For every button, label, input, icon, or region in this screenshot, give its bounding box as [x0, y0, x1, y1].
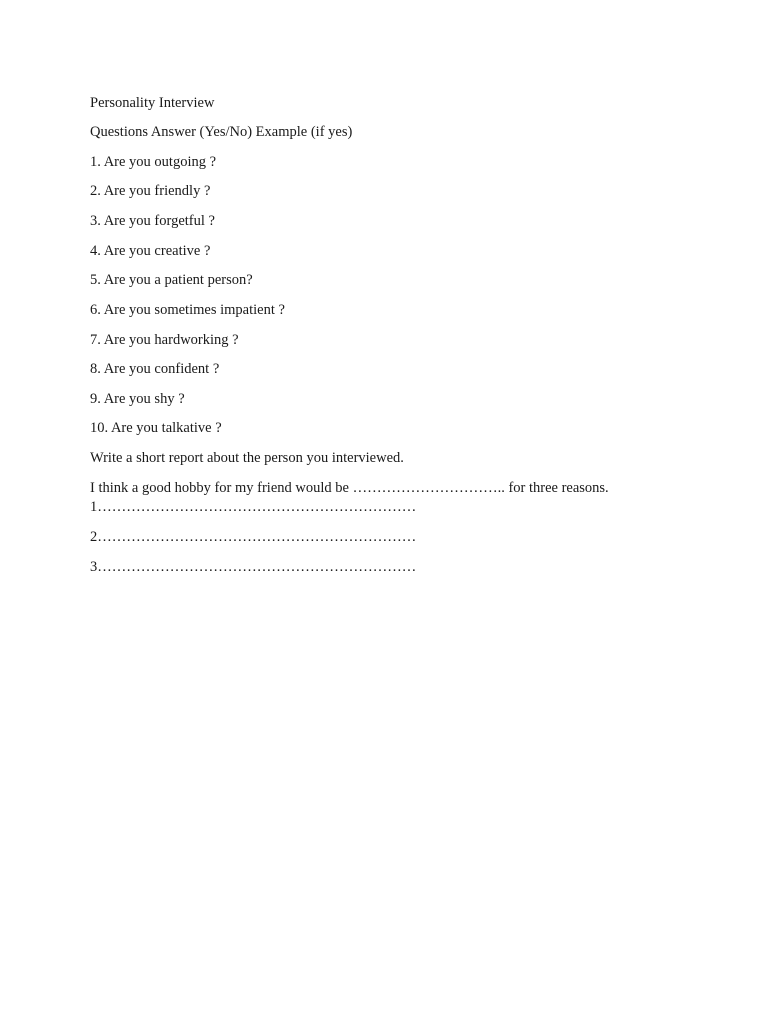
question-item: 1. Are you outgoing ?	[90, 154, 217, 170]
reason-line: 1…………………………………………………………	[90, 499, 417, 515]
question-item: 6. Are you sometimes impatient ?	[90, 302, 285, 318]
document-title: Personality Interview	[90, 95, 215, 111]
reason-line: 2…………………………………………………………	[90, 529, 417, 545]
question-item: 2. Are you friendly ?	[90, 183, 211, 199]
question-item: 4. Are you creative ?	[90, 243, 211, 259]
question-item: 3. Are you forgetful ?	[90, 213, 215, 229]
question-item: 10. Are you talkative ?	[90, 420, 222, 436]
report-instruction: Write a short report about the person you interviewed.	[90, 450, 404, 466]
question-item: 9. Are you shy ?	[90, 391, 185, 407]
question-item: 8. Are you confident ?	[90, 361, 220, 377]
reason-line: 3…………………………………………………………	[90, 559, 417, 575]
question-item: 5. Are you a patient person?	[90, 272, 253, 288]
hobby-sentence: I think a good hobby for my friend would be ………………………….. for three reasons.	[90, 480, 609, 496]
table-header-row: Questions Answer (Yes/No) Example (if yes)	[90, 124, 353, 140]
question-item: 7. Are you hardworking ?	[90, 332, 239, 348]
